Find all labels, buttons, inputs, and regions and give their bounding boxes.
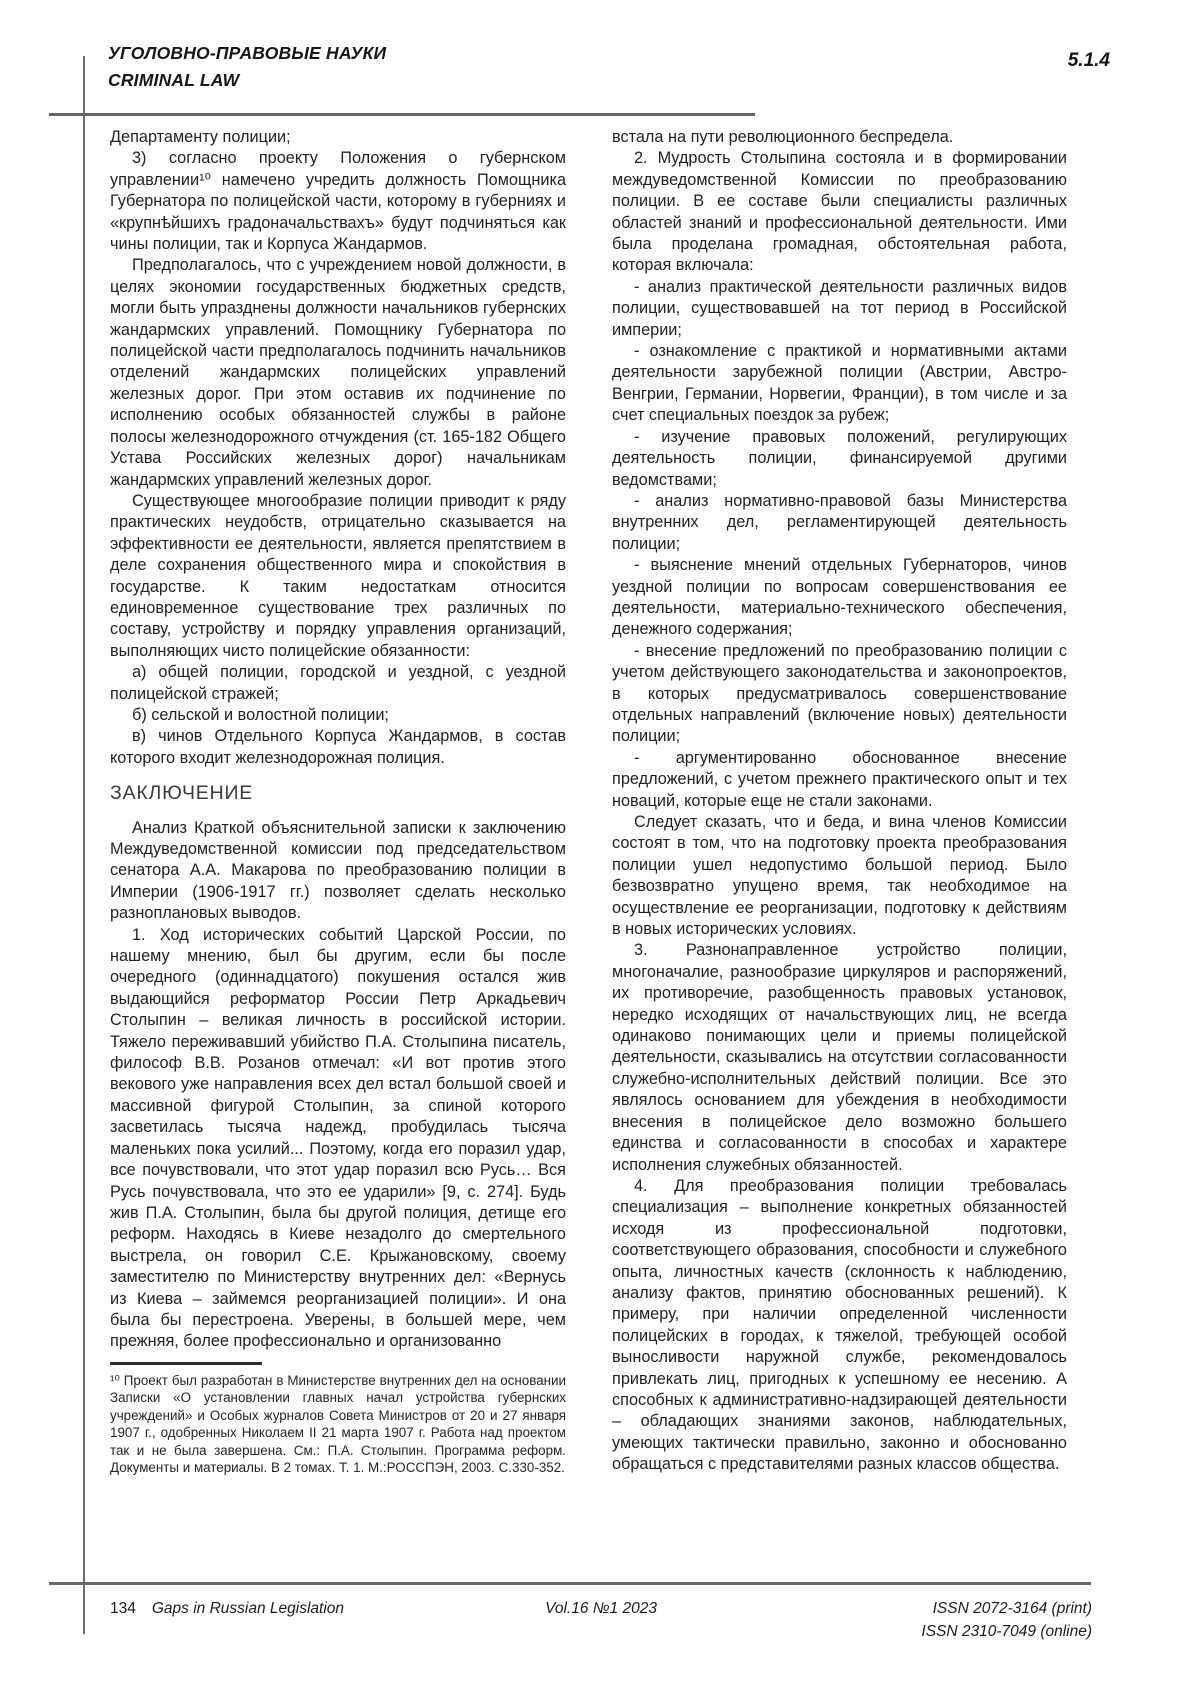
list-item: - выяснение мнений отдельных Губернаторов, чинов уездной полиции по вопросам совершенствования ее деятельности, материально-технического обеспечения, денежного содержания; <box>612 556 1067 639</box>
paragraph: 4. Для преобразования полиции требовалась специализация – выполнение конкретных обязанностей исходя из профессиональной подготовки, соответствующего образования, способности и служебного опыта, личностных качеств (склонность к наблюдению, анализу фактов, принятию обоснованных решений). К примеру, при наличии определенной численности полицейских в городах, к тяжелой, требующей особой выносливости наружной службе, рекомендовалось привлекать лиц, пригодных к успешному ее несению. А способных к административно-надзирающей деятельности – обладающих знаниями законов, наблюдательных, умеющих тактически правильно, законно и обоснованно обращаться с представителями разных классов общества. <box>612 1176 1067 1474</box>
left-column <box>110 127 566 1477</box>
conclusion-heading: ЗАКЛЮЧЕНИЕ <box>110 782 254 805</box>
footnote: ¹⁰ Проект был разработан в Министерстве внутренних дел на основании Записки «О установлении главных начал устройства губернских учреждений» и Особых журналов Совета Министров от 20 и 27 января 1907 г., одобренных Николаем II 21 марта 1907 г. Работа над проектом так и не была завершена. См.: П.А. Столыпин. Программа реформ. Документы и материалы. В 2 томах. Т. 1. М.:РОССПЭН, 2003. С.330-352. <box>110 1372 566 1476</box>
paragraph: 3) согласно проекту Положения о губернском управлении¹⁰ намечено учредить должность Помощника Губернатора по полицейской части, которому в губерниях и «крупнѣйшихъ градоначальствахъ» будут подчиняться как чины полиции, так и Корпуса Жандармов. <box>110 149 566 254</box>
paragraph: Департаменту полиции; <box>110 128 291 146</box>
footnote-rule <box>110 1362 262 1365</box>
list-item: - анализ нормативно-правовой базы Министерства внутренних дел, регламентирующей деятельность полиции; <box>612 491 1067 553</box>
list-item-a: а) общей полиции, городской и уездной, с уездной полицейской стражей; <box>110 663 566 703</box>
page-footer <box>110 1597 1092 1643</box>
right-column <box>612 127 1067 1476</box>
list-item: - ознакомление с практикой и нормативными актами деятельности зарубежной полиции (Австрии, Австро-Венгрии, Германии, Норвегии, Франции), в том числе и за счет специальных поездок за рубеж; <box>612 342 1067 425</box>
footer-left <box>110 1597 545 1620</box>
paragraph: Предполагалось, что с учреждением новой должности, в целях экономии государственных бюджетных средств, могли быть упразднены должности начальников губернских жандармских управлений. Помощнику Губернатора по полицейской части предполагалось подчинить начальников отделений жандармских полицейских управлений железных дорог. При этом оставив их подчинение по исполнению особых обязанностей службы в районе полосы железнодорожного отчуждения (ст. 165-182 Общего Устава Российских железных дорог) начальникам жандармских управлений железных дорог. <box>110 256 566 489</box>
volume-info: Vol.16 №1 2023 <box>545 1600 657 1617</box>
paragraph: встала на пути революционного беспредела. <box>612 128 954 146</box>
paragraph: 1. Ход исторических событий Царской России, по нашему мнению, был бы другим, если бы после очередного (одиннадцатого) покушения остался жив выдающийся реформатор России Петр Аркадьевич Столыпин – великая личность в российской истории. Тяжело переживавший убийство П.А. Столыпина писатель, философ В.В. Розанов отмечал: «И вот против этого векового уже направления всех дел встал большой своей и массивной фигурой Столыпин, за спиной которого засветилась тысяча надежд, пробудилась тысяча маленьких пока усилий... Поэтому, когда его поразил удар, все почувствовали, что этот удар поразил всю Русь… Вся Русь почувствовала, что это ее ударили» [9, с. 274]. Будь жив П.А. Столыпин, была бы другой полиция, детище его реформ. Находясь в Киеве незадолго до смертельного выстрела, он говорил С.Е. Крыжановскому, своему заместителю по Министерству внутренних дел: «Вернусь из Киева – займемся реорганизацией полиции». И она была бы перестроена. Уверены, в большей мере, чем прежняя, более профессионально и организованно <box>110 925 566 1351</box>
issn-online: ISSN 2310-7049 (online) <box>921 1623 1093 1640</box>
paragraph: 3. Разнонаправленное устройство полиции, многоначалие, разнообразие циркуляров и распоряжений, их противоречие, разобщенность правовых установок, нередко исходящих от начальствующих лиц, не всегда одинаково понимающих цели и приемы полицейской деятельности, сказывались на отсутствии согласованности служебно-исполнительных действий полиции. Все это являлось основанием для убеждения в необходимости внесения в полицейское дело возможно большего единства и согласованности в способах и характере исполнения служебных обязанностей. <box>612 941 1067 1174</box>
footer-rule <box>49 1582 1091 1585</box>
list-item-b: б) сельской и волостной полиции; <box>132 705 389 724</box>
rubric-en: CRIMINAL LAW <box>108 70 240 90</box>
left-margin-rule <box>83 56 85 1634</box>
paragraph: 2. Мудрость Столыпина состояла и в формировании междуведомственной Комиссии по преобразованию полиции. В ее составе были специалисты различных областей знаний и профессиональной деятельности. Ими была проделана громадная, обстоятельная работа, которая включала: <box>612 149 1067 275</box>
journal-title: Gaps in Russian Legislation <box>151 1600 345 1617</box>
paragraph: Следует сказать, что и беда, и вина членов Комиссии состоят в том, что на подготовку проекта преобразования полиции ушел недопустимо большой период. Было безвозвратно упущено время, так необходимое на осуществление ее реорганизации, подготовку к действиям в новых исторических условиях. <box>612 813 1067 939</box>
page-header <box>108 40 386 94</box>
paragraph: Анализ Краткой объяснительной записки к заключению Междуведомственной комиссии под председательством сенатора А.А. Макарова по преобразованию полиции в Империи (1906-1917 гг.) позволяет сделать несколько разноплановых выводов. <box>110 818 566 923</box>
issn-print: ISSN 2072-3164 (print) <box>932 1600 1093 1617</box>
page-number: 134 <box>110 1600 136 1617</box>
list-item-v: в) чинов Отдельного Корпуса Жандармов, в состав которого входит железнодорожная полиция. <box>110 727 566 767</box>
list-item: - внесение предложений по преобразованию полиции с учетом действующего законодательства и законопроектов, в которых предусматривалось совершенствование отдельных направлений (включение новых) деятельности полиции; <box>612 641 1067 746</box>
header-rule <box>49 113 755 116</box>
list-item: - анализ практической деятельности различных видов полиции, существовавшей на тот период в Российской империи; <box>612 277 1067 339</box>
list-item: - аргументированно обоснованное внесение предложений, с учетом прежнего практического опыт и тех новаций, которые еще не стали законами. <box>612 748 1067 810</box>
section-code: 5.1.4 <box>1067 50 1110 71</box>
paragraph: Существующее многообразие полиции приводит к ряду практических неудобств, отрицательно сказывается на эффективности ее деятельности, является препятствием в деле сохранения общественного мира и спокойствия в государстве. К таким недостаткам относится единовременное существование трех различных по составу, устройству и порядку управления организаций, выполняющих чисто полицейские обязанности: <box>110 491 566 660</box>
issn-block <box>657 1597 1092 1643</box>
rubric-ru: УГОЛОВНО-ПРАВОВЫЕ НАУКИ <box>108 43 387 63</box>
list-item: - изучение правовых положений, регулирующих деятельность полиции, финансируемой другими ведомствами; <box>612 427 1067 489</box>
